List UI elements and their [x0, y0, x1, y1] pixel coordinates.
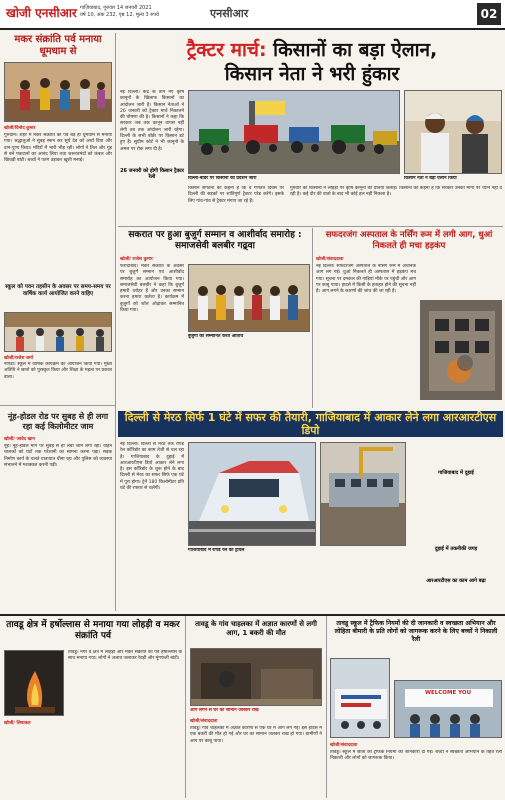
hospital-byline: खोजी/संवाददाता [316, 257, 344, 262]
left-headline: मकर संक्रांति पर्व मनाया धूमधाम से [14, 34, 102, 57]
main-body-3: गुरुवार को किसानों ने लोहड़ी पर कृषि कानूनों की प्रतियां जलाईं। किसानों का कहना है कि सरकार उनकी मांगों पर ध्यान नहीं दे रही है। कई दौर की वार्ता के बाद भी कोई हल नहीं निकला है। [290, 186, 502, 198]
bottom-mid-body: तावडू। गांव चाहलका में अज्ञात कारणों से एक घर में आग लग गई। इस हादसे में एक बकरी की मौत हो गई और घर का सामान जलकर राख हो गया। ग्रामीणों ने आग पर काबू पाया। [190, 726, 322, 744]
date-line-2: वर्ष 10, अंक 232, पृष्ठ 12, मूल्य 3 रुपये [80, 12, 159, 18]
elder-body: फरीदाबाद। मकर संक्रांति के अवसर पर बुजुर्ग सम्मान एवं आशीर्वाद समारोह का आयोजन किया गया। समाजसेवी बलबीर ने कहा कि बुजुर्ग हमारी धरोहर हैं और उनका सम्मान करना हमारा कर्तव्य है। कार्यक्रम में बुजुर्गों को शॉल ओढ़ाकर सम्मानित किया गया। [120, 264, 184, 314]
issue-date [80, 5, 220, 19]
festival-photo [4, 62, 112, 122]
date-line-1: गाज़ियाबाद, गुरुवार 14 जनवरी 2021 [80, 5, 152, 11]
main-headline-line2: किसान नेता ने भरी हुंकार [224, 63, 400, 85]
metro-subhead-3: आरआरटीएस का काम आगे बढ़ा [426, 578, 486, 584]
masthead [0, 0, 505, 30]
main-headline-red: ट्रैक्टर मार्च: [186, 39, 267, 61]
school-rally-photo-2 [394, 680, 502, 738]
metro-body: नई दिल्ली। दिल्ली से मेरठ तक रैपिड रेल कॉरिडोर का काम तेजी से चल रहा है। गाजियाबाद के दुहाई में आरआरटीएस डिपो आकार लेने लगा है। इस कॉरिडोर के शुरू होने के बाद दिल्ली से मेरठ का सफर सिर्फ एक घंटे में पूरा होगा। ट्रेनें 180 किलोमीटर प्रति घंटे की रफ्तार से चलेंगी। [120, 442, 184, 492]
bottom-right-body: तावडू। स्कूल में छात्रों को ट्रैफिक नियमों की जानकारी दी गई। बच्चों ने स्वच्छता अभियान के तहत रैली निकाली और लोगों को जागरूक किया। [330, 750, 502, 762]
nuh-headline: नूंह-होडल रोड पर सुबह से ही लगा रहा कई किलोमीटर जाम [7, 412, 109, 431]
metro-caption: गाजियाबाद में रैपिड रेल का ट्रायल [188, 548, 245, 553]
elder-caption: बुजुर्गों को सम्मानित करते अतिथि [188, 334, 244, 339]
row-divider [0, 405, 116, 406]
school-body: नोएडा। स्कूल में वार्षिक कार्यक्रम का आयोजन किया गया। मुख्य अतिथि ने छात्रों को पुरस्कृत किया और शिक्षा के महत्व पर प्रकाश डाला। [4, 362, 112, 380]
tractor-photo [188, 90, 400, 174]
village-fire-caption: आग लगने से घर का सामान जलकर राख [190, 708, 259, 713]
bottom-left-body: तावडू। नगर व क्षेत्र में लोहड़ी और मकर संक्रांति का पर्व हर्षोल्लास के साथ मनाया गया। लोगों ने अलाव जलाकर रेवड़ी और मूंगफली बांटी। [68, 650, 182, 662]
column-divider [312, 228, 313, 408]
row-divider [118, 226, 503, 227]
school-headline: स्कूल को पवन तहसीन के अवसर पर समय-समय पर वार्षिक कार्य आयोजित करने वाहिए [5, 284, 111, 297]
school-byline: खोजी/राजेश शर्मा [4, 356, 33, 361]
school-photo [4, 312, 112, 352]
bottom-mid-headline: तावडू के गांव चाहलका में अज्ञात कारणों से लगी आग, 1 बकरी की मौत [195, 620, 317, 637]
hospital-body: नई दिल्ली। सफदरजंग अस्पताल के नर्सिंग रूम में अचानक आग लग गई। धुआं निकलते ही अस्पताल में हड़कंप मच गया। सूचना पर दमकल की गाड़ियां मौके पर पहुंचीं और आग पर काबू पाया। हादसे में किसी के हताहत होने की सूचना नहीं है। आग लगने के कारणों की जांच की जा रही है। [316, 264, 416, 295]
main-body-1: नई दिल्ली। केंद्र के तीन नए कृषि कानूनों के खिलाफ किसानों का आंदोलन जारी है। किसान नेताओं ने 26 जनवरी को ट्रैक्टर मार्च निकालने की घोषणा की है। किसानों ने कहा कि सरकार जब तक कानून वापस नहीं लेगी तब तक आंदोलन जारी रहेगा। दिल्ली के सभी बॉर्डर पर किसान डटे हुए हैं। सुप्रीम कोर्ट ने भी कानूनों के अमल पर रोक लगा दी है। [120, 90, 184, 152]
tractor-caption: दिल्ली-बॉर्डर पर किसानों का प्रदर्शन जारी [188, 176, 257, 181]
leader-caption: किसान नेता ने बड़ा ऐलान किया [404, 176, 457, 181]
farmer-leader-photo [404, 90, 502, 174]
main-headline [124, 38, 500, 86]
section-title: एनसीआर [210, 7, 249, 20]
lohri-bonfire-photo [4, 650, 64, 716]
column-divider [115, 33, 116, 611]
nuh-body: नूंह। नूंह-होडल मार्ग पर सुबह से ही लंबा जाम लगा रहा। वाहन चालकों को घंटों तक परेशानी का सामना करना पड़ा। सड़क निर्माण कार्य के चलते यातायात धीमा रहा और पुलिस को व्यवस्था संभालने में मशक्कत करनी पड़ी। [4, 444, 112, 468]
bottom-mid-byline: खोजी/संवाददाता [190, 719, 218, 724]
newspaper-logo: खोजी एनसीआर [6, 6, 77, 20]
metro-subhead-2: दुहाई में तकनीकी जगह [434, 546, 478, 552]
bottom-left-headline: तावडू क्षेत्र में हर्षोल्लास से मनाया गया लोहड़ी व मकर संक्रांति पर्व [6, 620, 180, 641]
bottom-right-headline: तावडू स्कूल में ट्रैफिक नियमों की दी जानकारी व स्वच्छता अभियान और लोहिता बीमारी के प्रति लोगों को जागरूक करने के लिए बच्चों ने निकाली रैली [334, 620, 498, 643]
elder-ceremony-photo [188, 264, 310, 332]
metro-subhead-1: गाजियाबाद में दुहाई [438, 470, 474, 476]
main-headline-rest: किसानों का बड़ा ऐलान, [266, 39, 438, 61]
column-divider [185, 616, 186, 798]
page-number: 02 [477, 3, 501, 25]
metro-headline: दिल्ली से मेरठ सिर्फ 1 घंटे में सफर की तैयारी, गाजियाबाद में आकार लेने लगा आरआरटीएस डिपो [118, 411, 503, 437]
bottom-left-byline: खोजी/ लियाकत [4, 721, 31, 726]
left-body: गुरुग्राम। शहर में मकर संक्रांति का पर्व बड़े ही धूमधाम से मनाया गया। श्रद्धालुओं ने सुबह स्नान कर सूर्य देव को अर्घ्य दिया और दान-पुण्य किया। मंदिरों में भारी भीड़ रही। लोगों ने तिल और गुड़ से बने पकवानों का आनंद लिया तथा जरूरतमंदों को कंबल और खिचड़ी बांटी। बच्चों ने पतंग उड़ाकर खुशी मनाई। [4, 133, 112, 164]
school-rally-photo-1 [330, 658, 390, 738]
metro-train-photo [188, 442, 316, 546]
bottom-right-byline: खोजी/संवाददाता [330, 743, 358, 748]
metro-depot-photo [320, 442, 406, 546]
elder-byline: खोजी/ राजेश कुमार [120, 257, 153, 262]
main-subhead: 26 जनवरी को होगी किसान ट्रैक्टर रैली [120, 168, 184, 180]
hospital-headline: सफदरजंग अस्पताल के नर्सिंग रूम में लगी आग, धुआं निकलते ही मचा हड़कंप [325, 230, 493, 251]
village-fire-photo [190, 648, 322, 706]
hospital-fire-photo [420, 300, 502, 400]
nuh-byline: खोजी/ जावेद खान [4, 437, 35, 442]
column-divider [326, 616, 327, 798]
welcome-banner: WELCOME YOU [424, 690, 472, 696]
main-body-2: किसान संगठनों का कहना है कि वे गणतंत्र दिवस पर दिल्ली की सड़कों पर शांतिपूर्ण ट्रैक्टर परेड करेंगे। इसके लिए गांव-गांव से ट्रैक्टर मंगाए जा रहे हैं। [188, 186, 284, 204]
elder-headline: सकरात पर हुआ बुजुर्ग सम्मान व आशीर्वाद समारोह : समाजसेवी बलबीर गढ़्वा [128, 230, 302, 251]
left-byline: खोजी/विनोद कुमार [4, 126, 36, 131]
